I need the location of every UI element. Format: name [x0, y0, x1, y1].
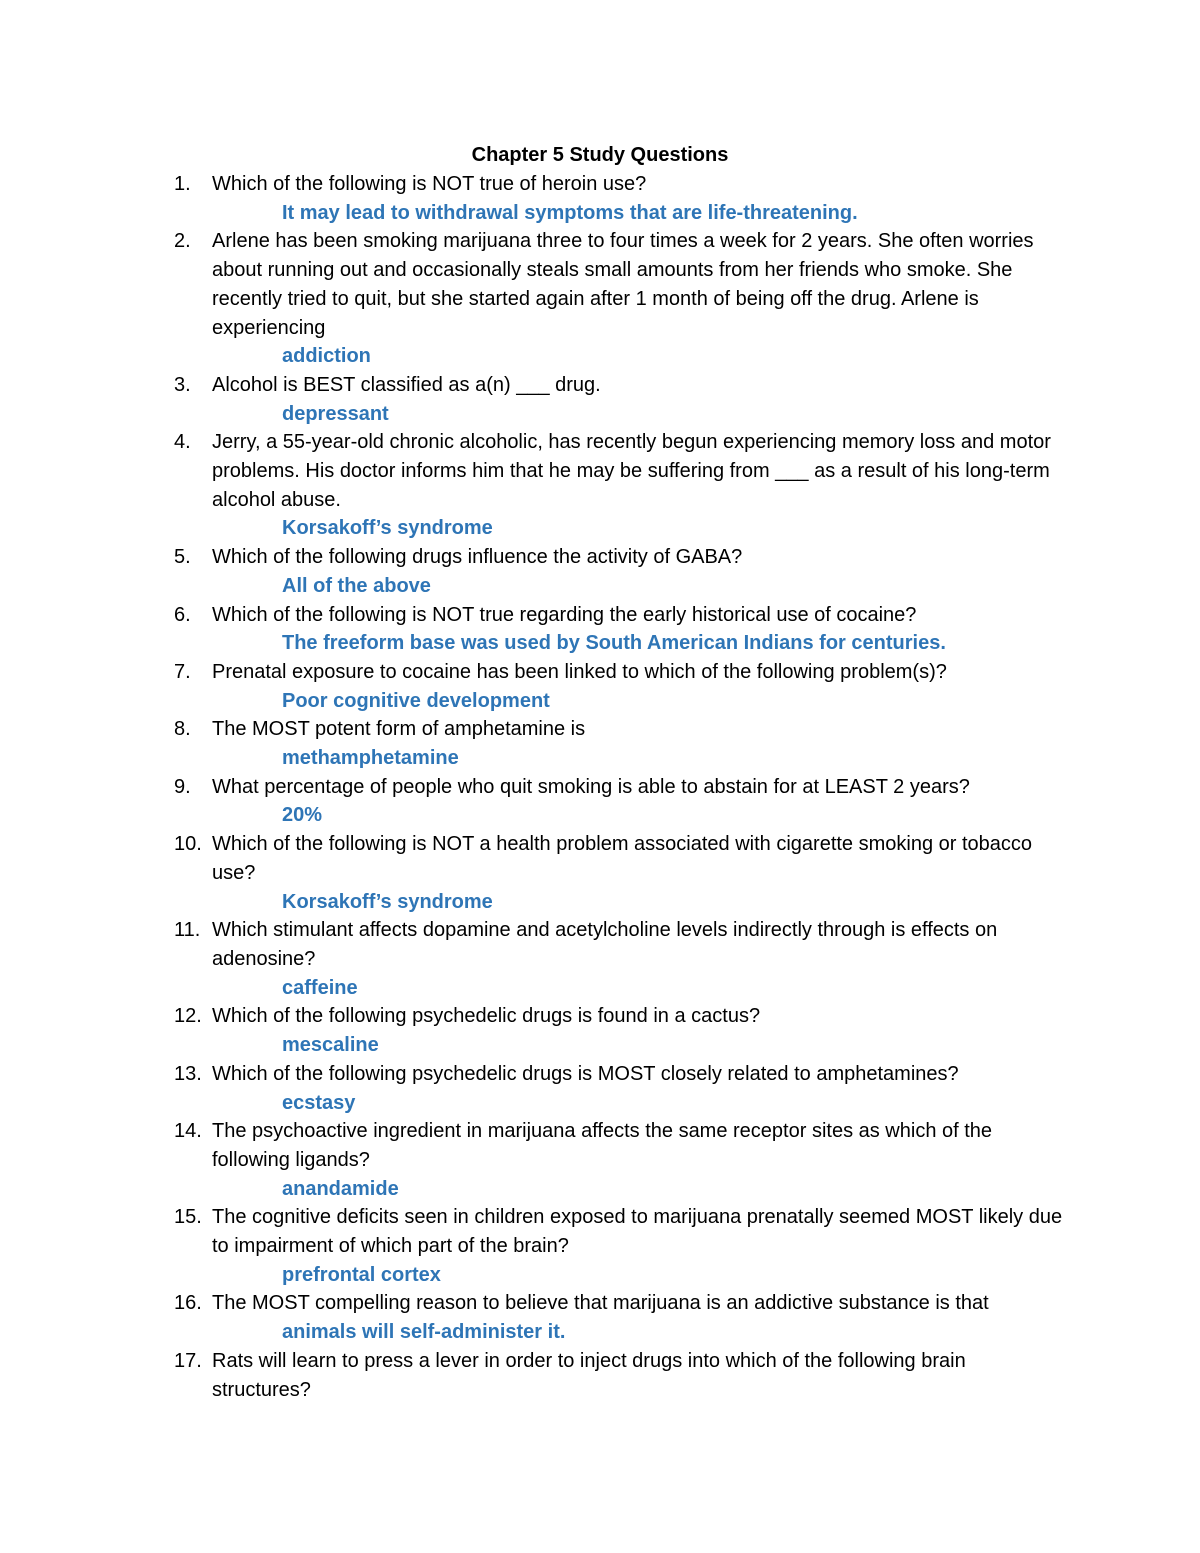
- question-text: Which of the following is NOT true of heroin use?: [212, 173, 647, 195]
- question-text: Rats will learn to press a lever in order to inject drugs into which of the following brain structures?: [212, 1349, 966, 1401]
- question-number: 13.: [174, 1062, 202, 1085]
- question-text: The cognitive deficits seen in children exposed to marijuana prenatally seemed MOST likely due to impairment of which part of the brain?: [212, 1206, 1063, 1258]
- question-number: 14.: [174, 1120, 202, 1143]
- answer-text: prefrontal cortex: [282, 1263, 441, 1286]
- question-text: Jerry, a 55-year-old chronic alcoholic, has recently begun experiencing memory loss and motor problems. His doctor informs him that he may be suffering from ___ as a result of his long-term alcohol abuse.: [212, 431, 1051, 511]
- question-item: [174, 371, 1064, 428]
- question-number: 4.: [174, 431, 191, 454]
- answer-text: anandamide: [282, 1177, 399, 1200]
- question-number: 2.: [174, 230, 191, 253]
- question-number: 11.: [174, 919, 201, 942]
- question-item: [174, 543, 1064, 600]
- answer-text: mescaline: [282, 1034, 379, 1057]
- question-number: 12.: [174, 1005, 202, 1028]
- question-item: [174, 1203, 1064, 1289]
- question-text: Which of the following is NOT true regarding the early historical use of cocaine?: [212, 603, 917, 626]
- answer-text: depressant: [282, 402, 389, 425]
- question-number: 7.: [174, 660, 191, 683]
- answer-text: Korsakoff’s syndrome: [282, 890, 493, 913]
- question-item: [174, 1117, 1064, 1203]
- question-text: The MOST potent form of amphetamine is: [212, 718, 586, 741]
- question-text: Which of the following psychedelic drugs is found in a cactus?: [212, 1005, 761, 1028]
- answer-text: It may lead to withdrawal symptoms that are life-threatening.: [282, 201, 858, 224]
- answer-text: All of the above: [282, 574, 431, 597]
- question-number: 16.: [174, 1292, 202, 1315]
- question-item: [174, 428, 1064, 543]
- question-text: Which of the following is NOT a health problem associated with cigarette smoking or tobacco use?: [212, 833, 1033, 884]
- question-item: [174, 1289, 1064, 1346]
- question-number: 5.: [174, 546, 191, 569]
- answer-text: Poor cognitive development: [282, 689, 550, 712]
- question-item: [174, 1347, 1064, 1404]
- answer-text: ecstasy: [282, 1091, 356, 1114]
- question-number: 6.: [174, 603, 191, 626]
- question-item: [174, 1060, 1064, 1117]
- question-item: [174, 830, 1064, 916]
- question-text: Which stimulant affects dopamine and acetylcholine levels indirectly through is effects on adenosine?: [212, 919, 998, 970]
- answer-text: Korsakoff’s syndrome: [282, 517, 493, 540]
- question-number: 9.: [174, 775, 191, 798]
- question-item: [174, 601, 1064, 658]
- question-number: 1.: [174, 173, 191, 195]
- question-number: 15.: [174, 1206, 202, 1229]
- question-item: [174, 658, 1064, 715]
- question-number: 3.: [174, 373, 191, 396]
- question-item: [174, 1002, 1064, 1059]
- question-item: [174, 715, 1064, 772]
- answer-text: 20%: [282, 804, 323, 827]
- question-text: Arlene has been smoking marijuana three to four times a week for 2 years. She often worries about running out and occasionally steals small amounts from her friends who smoke. She recently tried to quit, but she started again after 1 month of being off the drug. Arlene is experiencing: [212, 230, 1034, 339]
- question-text: Alcohol is BEST classified as a(n) ___ drug.: [212, 373, 601, 396]
- question-text: Which of the following drugs influence the activity of GABA?: [212, 546, 743, 569]
- question-list: [174, 170, 1064, 1404]
- question-number: 10.: [174, 833, 202, 856]
- question-text: Which of the following psychedelic drugs is MOST closely related to amphetamines?: [212, 1062, 959, 1085]
- page-title: Chapter 5 Study Questions: [471, 144, 729, 166]
- question-item: [174, 227, 1064, 371]
- question-text: What percentage of people who quit smoking is able to abstain for at LEAST 2 years?: [212, 775, 970, 798]
- question-item: [174, 773, 1064, 830]
- answer-text: The freeform base was used by South American Indians for centuries.: [282, 632, 946, 655]
- question-item: [174, 916, 1064, 1002]
- question-text: The psychoactive ingredient in marijuana affects the same receptor sites as which of the following ligands?: [212, 1120, 993, 1171]
- question-number: 8.: [174, 718, 191, 741]
- answer-text: addiction: [282, 345, 371, 368]
- question-text: The MOST compelling reason to believe that marijuana is an addictive substance is that: [212, 1292, 989, 1315]
- question-number: 17.: [174, 1349, 202, 1372]
- question-text: Prenatal exposure to cocaine has been linked to which of the following problem(s)?: [212, 660, 947, 683]
- question-item: [174, 170, 1064, 227]
- answer-text: animals will self-administer it.: [282, 1321, 566, 1344]
- answer-text: methamphetamine: [282, 747, 459, 770]
- answer-text: caffeine: [282, 976, 358, 999]
